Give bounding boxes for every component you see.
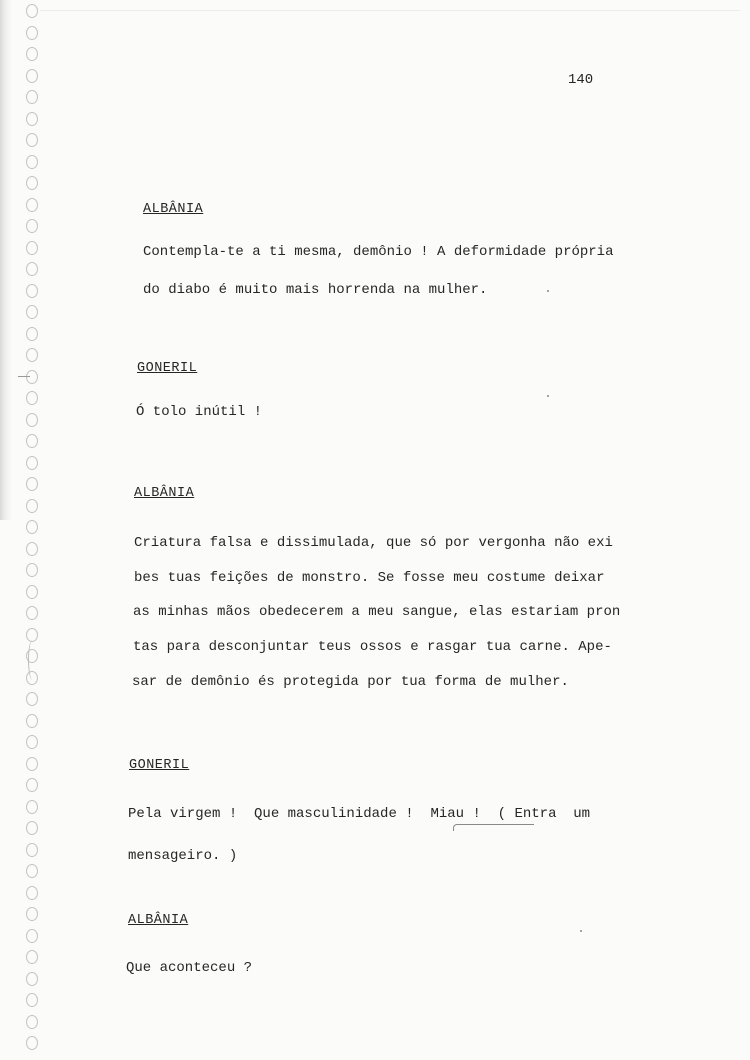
dialogue-line: sar de demônio és protegida por tua forma de mulher.: [132, 674, 569, 690]
punch-hole: [26, 348, 38, 362]
punch-hole: [26, 929, 38, 943]
binding-edge: [0, 0, 12, 520]
speaker-name: ALBÂNIA: [128, 913, 189, 928]
dialogue-line: as minhas mãos obedecerem a meu sangue, elas estariam pron: [133, 604, 621, 620]
punch-hole: [26, 520, 38, 534]
punch-hole: [26, 327, 38, 341]
punch-hole: [26, 90, 38, 104]
punch-hole: [26, 757, 38, 771]
punch-hole: [26, 391, 38, 405]
margin-mark: [28, 640, 37, 680]
punch-hole: [26, 821, 38, 835]
punch-hole: [26, 843, 38, 857]
punch-hole: [26, 907, 38, 921]
punch-hole: [26, 69, 38, 83]
speaker-name: GONERIL: [129, 758, 190, 773]
punch-hole: [26, 1015, 38, 1029]
speaker-name: GONERIL: [137, 361, 198, 376]
punch-hole: [26, 585, 38, 599]
dialogue-line: Contempla-te a ti mesma, demônio ! A deformidade própria: [143, 244, 614, 260]
speaker-name: ALBÂNIA: [134, 486, 195, 501]
dialogue-line: bes tuas feições de monstro. Se fosse meu costume deixar: [134, 570, 605, 586]
dialogue-line: tas para desconjuntar teus ossos e rasgar tua carne. Ape-: [133, 639, 612, 655]
punch-hole: [26, 26, 38, 40]
punch-hole: [26, 47, 38, 61]
punch-hole: [26, 305, 38, 319]
punch-hole: [26, 434, 38, 448]
punch-hole: [26, 972, 38, 986]
ink-speck: [580, 930, 582, 932]
punch-hole: [26, 1036, 38, 1050]
punch-hole: [26, 864, 38, 878]
punch-hole: [26, 542, 38, 556]
punch-hole: [26, 950, 38, 964]
punch-hole: [26, 198, 38, 212]
punch-hole: [26, 112, 38, 126]
punch-hole: [26, 563, 38, 577]
punch-hole: [26, 800, 38, 814]
pen-scribble: [453, 824, 534, 831]
punch-hole: [26, 499, 38, 513]
ink-speck: [547, 290, 549, 292]
ink-speck: [547, 395, 549, 397]
punch-hole: [26, 456, 38, 470]
punch-hole: [26, 284, 38, 298]
punch-hole: [26, 4, 38, 18]
punch-hole: [26, 133, 38, 147]
punch-hole: [26, 778, 38, 792]
punch-hole: [26, 606, 38, 620]
punch-hole: [26, 176, 38, 190]
dialogue-line: Pela virgem ! Que masculinidade ! Miau ! ( Entra um: [128, 806, 591, 822]
punch-hole: [26, 993, 38, 1007]
punch-hole: [26, 219, 38, 233]
punch-hole: [26, 692, 38, 706]
punch-hole: [26, 155, 38, 169]
page-number: 140: [568, 72, 594, 88]
margin-mark: [18, 376, 30, 377]
dialogue-line: do diabo é muito mais horrenda na mulher.: [143, 282, 488, 298]
dialogue-line: Ó tolo inútil !: [136, 404, 263, 420]
dialogue-line: Que aconteceu ?: [126, 960, 253, 976]
speaker-name: ALBÂNIA: [143, 202, 204, 217]
dialogue-line: Criatura falsa e dissimulada, que só por vergonha não exi: [134, 535, 613, 551]
punch-hole: [26, 241, 38, 255]
punch-hole: [26, 477, 38, 491]
punch-hole: [26, 262, 38, 276]
top-edge-rule: [40, 10, 740, 11]
punch-hole: [26, 413, 38, 427]
punch-hole: [26, 735, 38, 749]
dialogue-line: mensageiro. ): [128, 848, 238, 864]
punch-hole: [26, 886, 38, 900]
punch-holes: [26, 0, 42, 1060]
punch-hole: [26, 714, 38, 728]
